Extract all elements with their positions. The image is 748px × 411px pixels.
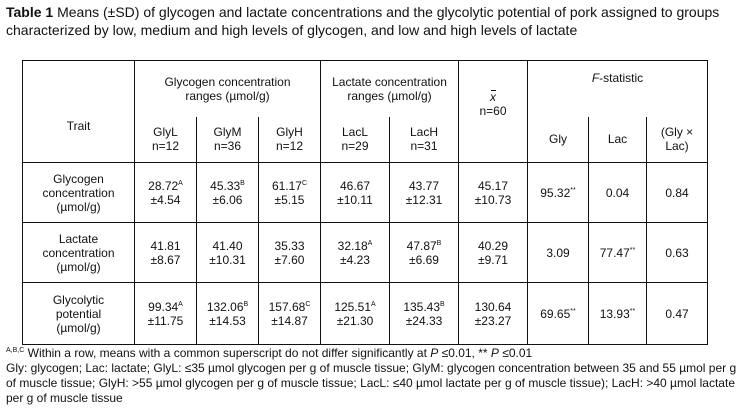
- f-stat-value: 0.04: [605, 185, 630, 200]
- table-label: Table 1: [6, 4, 54, 20]
- header-col-glyh: GlyH n=12: [259, 117, 321, 163]
- f-stat-cell: [589, 283, 647, 345]
- table-cell: [135, 283, 197, 345]
- header-f-gly: Gly: [528, 117, 589, 163]
- f-stat-value: 69.65: [540, 306, 571, 321]
- footnote-significance: $^{A,B,C}$ Within a row, means with a common superscript do not differ significantly at P ≤0.01, ** P ≤0.01: [6, 346, 533, 360]
- mean-symbol: x: [490, 89, 496, 104]
- header-mean-n: n=60: [479, 103, 507, 118]
- fstat-suffix: -statistic: [599, 71, 644, 85]
- table-caption: [6, 3, 742, 39]
- table-cell: [197, 283, 259, 345]
- f-stat-value: 0.47: [665, 306, 689, 321]
- table-cell: [459, 223, 528, 283]
- cell-sd: ±9.71: [478, 252, 508, 267]
- cell-mean: 40.29: [477, 238, 509, 253]
- f-stat-superscript: **: [570, 307, 576, 315]
- cell-sd: ±14.87: [271, 313, 308, 328]
- cell-superscript: B: [240, 179, 245, 187]
- footnote-sup-marker: A,B,C: [6, 347, 25, 354]
- cell-sd: ±6.69: [409, 252, 439, 267]
- cell-sd: ±8.67: [150, 252, 181, 267]
- cell-mean: 28.72: [148, 178, 179, 193]
- cell-superscript: C: [301, 179, 308, 187]
- cell-sd: ±12.31: [405, 192, 443, 207]
- cell-sd: ±10.11: [337, 192, 373, 207]
- table-cell: [459, 283, 528, 345]
- row-trait: Glycolytic potential (µmol/g): [23, 283, 135, 345]
- header-f-lac: Lac: [589, 117, 647, 163]
- table-row: [23, 283, 708, 345]
- cell-mean: 125.51: [334, 299, 372, 314]
- cell-sd: ±4.23: [340, 252, 370, 267]
- cell-mean: 47.87: [406, 238, 437, 253]
- cell-superscript: A: [178, 300, 183, 308]
- cell-mean: 135.43: [403, 299, 441, 314]
- cell-superscript: B: [440, 300, 445, 308]
- data-table: [22, 60, 708, 345]
- cell-mean: 132.06: [206, 299, 244, 314]
- f-stat-value: 0.63: [665, 245, 689, 260]
- f-stat-superscript: **: [570, 186, 576, 194]
- table-cell: [321, 223, 390, 283]
- cell-mean: 45.17: [477, 178, 509, 193]
- row-trait: Glycogen concentration (µmol/g): [23, 163, 135, 223]
- table-cell: [321, 163, 390, 223]
- table-cell: [135, 163, 197, 223]
- header-col-lach: LacH n=31: [390, 117, 459, 163]
- f-stat-value: 3.09: [546, 245, 570, 260]
- table-cell: [459, 163, 528, 223]
- f-stat-value: 13.93: [599, 306, 630, 321]
- cell-sd: ±23.27: [474, 313, 512, 328]
- table-cell: [197, 163, 259, 223]
- cell-mean: 41.81: [150, 238, 181, 253]
- cell-superscript: A: [371, 300, 376, 308]
- table-footnotes: [6, 346, 742, 406]
- table-cell: [197, 223, 259, 283]
- cell-sd: ±7.60: [274, 252, 305, 267]
- cell-mean: 32.18: [337, 238, 368, 253]
- table-row: [23, 223, 708, 283]
- cell-mean: 46.67: [339, 178, 371, 193]
- cell-sd: ±10.73: [474, 192, 512, 207]
- cell-mean: 43.77: [408, 178, 440, 193]
- cell-sd: ±24.33: [405, 313, 443, 328]
- table-cell: [390, 283, 459, 345]
- cell-mean: 157.68: [268, 299, 306, 314]
- f-stat-cell: [647, 163, 708, 223]
- row-trait: Lactate concentration (µmol/g): [23, 223, 135, 283]
- table-cell: [321, 283, 390, 345]
- cell-sd: ±21.30: [336, 313, 374, 328]
- cell-sd: ±14.53: [209, 313, 246, 328]
- f-stat-superscript: **: [629, 246, 636, 254]
- table-row: [23, 163, 708, 223]
- f-stat-superscript: **: [629, 307, 636, 315]
- cell-mean: 61.17: [271, 178, 302, 193]
- cell-mean: 130.64: [474, 299, 512, 314]
- cell-mean: 41.40: [212, 238, 243, 253]
- header-f-interaction: (Gly × Lac): [647, 117, 708, 163]
- f-stat-value: 0.84: [665, 185, 689, 200]
- f-stat-cell: [647, 283, 708, 345]
- header-fstat: [528, 61, 708, 117]
- table-cell: [259, 283, 321, 345]
- table-cell: [390, 163, 459, 223]
- f-stat-cell: [589, 163, 647, 223]
- cell-superscript: C: [305, 300, 311, 308]
- table-caption-text: Means (±SD) of glycogen and lactate concentrations and the glycolytic potential of pork assigned to groups characterized by low, medium and high levels of glycogen, and low and high levels of lactate: [6, 4, 720, 38]
- header-col-lacl: LacL n=29: [321, 117, 390, 163]
- cell-mean: 35.33: [274, 238, 305, 253]
- fstat-prefix: F: [591, 71, 600, 85]
- cell-superscript: A: [178, 179, 183, 187]
- cell-mean: 45.33: [210, 178, 241, 193]
- header-mean: [459, 61, 528, 163]
- cell-superscript: B: [243, 300, 249, 308]
- header-trait: Trait: [23, 61, 135, 163]
- f-stat-cell: [528, 163, 589, 223]
- cell-sd: ±5.15: [274, 192, 305, 207]
- f-stat-cell: [589, 223, 647, 283]
- cell-mean: 99.34: [148, 299, 179, 314]
- cell-sd: ±11.75: [147, 313, 184, 328]
- cell-sd: ±10.31: [209, 252, 246, 267]
- f-stat-value: 95.32: [540, 185, 571, 200]
- header-glycogen-group: Glycogen concentration ranges (µmol/g): [135, 61, 321, 117]
- table-cell: [259, 163, 321, 223]
- cell-sd: ±6.06: [212, 192, 243, 207]
- f-stat-cell: [647, 223, 708, 283]
- header-lactate-group: Lactate concentration ranges (µmol/g): [321, 61, 459, 117]
- footnote-abbreviations: Gly: glycogen; Lac: lactate; GlyL: ≤35 µmol glycogen per g of muscle tissue; GlyM: glycogen concentration between 35 and 55 µmol per g of muscle tissue; GlyH: >55 µmol glycogen per g of muscle tissue; LacL: ≤40 µmol lactate per g of muscle tissue); LacH: >40 µmol lactate per g of muscle tissue: [6, 361, 737, 405]
- cell-sd: ±4.54: [150, 192, 181, 207]
- f-stat-cell: [528, 283, 589, 345]
- f-stat-cell: [528, 223, 589, 283]
- header-col-glyl: GlyL n=12: [135, 117, 197, 163]
- table-cell: [135, 223, 197, 283]
- cell-superscript: A: [367, 239, 373, 247]
- header-col-glym: GlyM n=36: [197, 117, 259, 163]
- table-cell: [259, 223, 321, 283]
- cell-superscript: B: [436, 239, 442, 247]
- f-stat-value: 77.47: [599, 245, 630, 260]
- table-cell: [390, 223, 459, 283]
